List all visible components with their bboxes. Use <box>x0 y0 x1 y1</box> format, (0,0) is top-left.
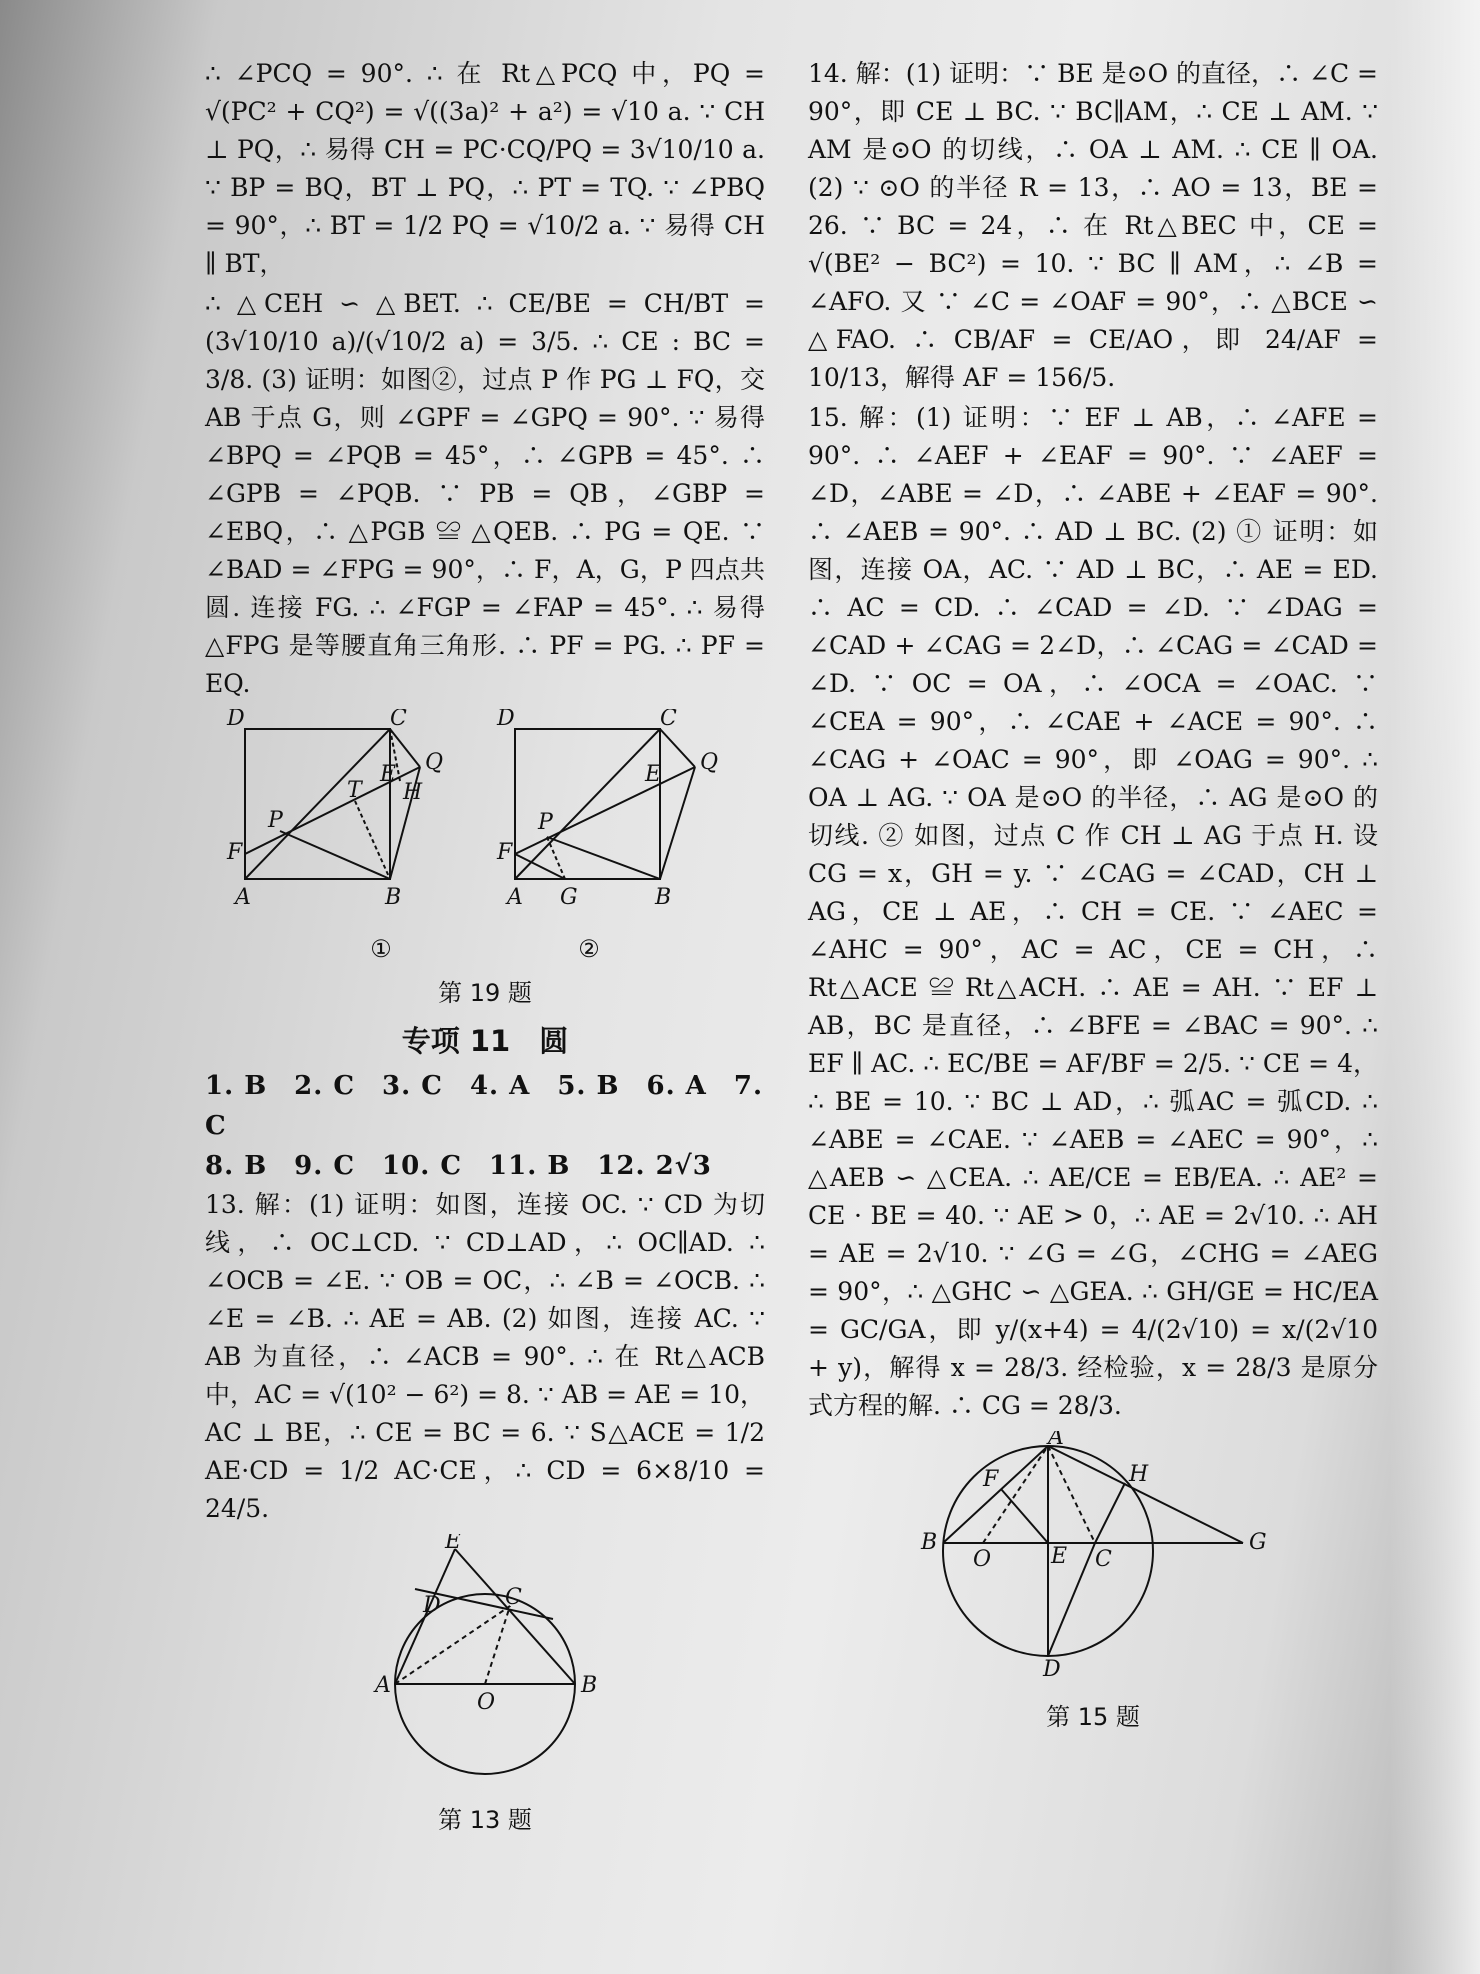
fig15-label: D <box>1043 1657 1061 1681</box>
fig15-label: A <box>1048 1431 1064 1450</box>
fig19a-label: F <box>227 840 243 865</box>
fig13-label: E <box>445 1534 462 1554</box>
figure-19-sub-2 <box>515 729 695 879</box>
right-column <box>808 55 1378 1746</box>
fig19b-label: F <box>497 840 513 865</box>
figure-13 <box>205 1534 765 1795</box>
fig15-label: H <box>1129 1462 1149 1487</box>
answers-row-2: 8. B 9. C 10. C 11. B 12. 2√3 <box>205 1151 712 1181</box>
solution-14: 14. 解：(1) 证明：∵ BE 是⊙O 的直径，∴ ∠C = 90°，即 CE ⊥ BC. ∵ BC∥AM，∴ CE ⊥ AM. ∵ AM 是⊙O 的切线，∴ OA ⊥ AM. ∴ CE ∥ OA. (2) ∵ ⊙O 的半径 R = 13，∴ AO = 13，BE = 26. ∵ BC = 24，∴ 在 Rt△BEC 中，CE = √(BE² − BC²) = 10. ∵ BC ∥ AM，∴ ∠B = ∠AFO. 又 ∵ ∠C = ∠OAF = 90°，∴ △BCE ∽ △FAO. ∴ CB/AF = CE/AO，即 24/AF = 10/13，解得 AF = 156/5. <box>808 59 1378 392</box>
figure-19-sub-1 <box>245 729 420 879</box>
figure-19-caption: 第 19 题 <box>438 979 532 1007</box>
fig19b-label: Q <box>700 750 719 775</box>
fig19a-label: H <box>403 780 423 805</box>
left-column <box>205 55 765 1849</box>
figure-19-diagrams <box>225 709 745 919</box>
fig15-label: E <box>1051 1544 1068 1569</box>
fig19a-label: A <box>235 885 251 910</box>
fig19a-label: Q <box>425 750 444 775</box>
figure-19-sub-caption: ② <box>578 935 600 963</box>
figure-15-caption: 第 15 题 <box>1046 1703 1140 1731</box>
fig13-label: A <box>375 1673 391 1698</box>
fig15-label: B <box>921 1530 938 1555</box>
section-title: 专项 11 圆 <box>401 1024 569 1058</box>
solution-19-continued: ∴ ∠PCQ = 90°. ∴ 在 Rt△PCQ 中，PQ = √(PC² + CQ²) = √((3a)² + a²) = √10 a. ∵ CH ⊥ PQ，∴ 易得 CH = PC·CQ/PQ = 3√10/10 a. ∵ BP = BQ，BT ⊥ PQ，∴ PT = TQ. ∵ ∠PBQ = 90°，∴ BT = 1/2 PQ = √10/2 a. ∵ 易得 CH ∥ BT， <box>205 59 765 278</box>
fig19b-label: E <box>645 762 662 787</box>
fig15-label: F <box>983 1467 999 1492</box>
fig19b-label: B <box>655 885 672 910</box>
figure-15-diagram <box>883 1431 1303 1681</box>
solution-15: 15. 解：(1) 证明：∵ EF ⊥ AB，∴ ∠AFE = 90°. ∴ ∠AEF + ∠EAF = 90°. ∵ ∠AEF = ∠D，∠ABE = ∠D，∴ ∠ABE + ∠EAF = 90°. ∴ ∠AEB = 90°. ∴ AD ⊥ BC. (2) ① 证明：如图，连接 OA，AC. ∵ AD ⊥ BC，∴ AE = ED. ∴ AC = CD. ∴ ∠CAD = ∠D. ∵ ∠DAG = ∠CAD + ∠CAG = 2∠D，∴ ∠CAG = ∠CAD = ∠D. ∵ OC = OA，∴ ∠OCA = ∠OAC. ∵ ∠CEA = 90°，∴ ∠CAE + ∠ACE = 90°. ∴ ∠CAG + ∠OAC = 90°，即 ∠OAG = 90°. ∴ OA ⊥ AG. ∵ OA 是⊙O 的半径，∴ AG 是⊙O 的切线. ② 如图，过点 C 作 CH ⊥ AG 于点 H. 设 CG = x，GH = y. ∵ ∠CAG = ∠CAD，CH ⊥ AG，CE ⊥ AE，∴ CH = CE. ∵ ∠AEC = ∠AHC = 90°，AC = AC，CE = CH，∴ Rt△ACE ≌ Rt△ACH. ∴ AE = AH. ∵ EF ⊥ AB，BC 是直径，∴ ∠BFE = ∠BAC = 90°. ∴ EF ∥ AC. ∴ EC/BE = AF/BF = 2/5. ∵ CE = 4，∴ BE = 10. ∵ BC ⊥ AD，∴ 弧AC = 弧CD. ∴ ∠ABE = ∠CAE. ∵ ∠AEB = ∠AEC = 90°，∴ △AEB ∽ △CEA. ∴ AE/CE = EB/EA. ∴ AE² = CE · BE = 40. ∵ AE > 0，∴ AE = 2√10. ∴ AH = AE = 2√10. ∵ ∠G = ∠G，∠CHG = ∠AEG = 90°，∴ △GHC ∽ △GEA. ∴ GH/GE = HC/EA = GC/GA，即 y/(x+4) = 4/(2√10) = x/(2√10 + y)，解得 x = 28/3. 经检验，x = 28/3 是原分式方程的解. ∴ CG = 28/3. <box>808 403 1378 1420</box>
fig19b-label: P <box>538 810 553 835</box>
page-edge-shadow <box>1390 0 1480 1974</box>
fig19a-label: D <box>227 709 245 731</box>
figure-19 <box>205 709 765 968</box>
fig13-label: D <box>423 1593 441 1618</box>
fig19b-label: D <box>497 709 515 731</box>
solution-13: 13. 解：(1) 证明：如图，连接 OC. ∵ CD 为切线，∴ OC⊥CD. ∵ CD⊥AD，∴ OC∥AD. ∴ ∠OCB = ∠E. ∵ OB = OC，∴ ∠B = ∠OCB. ∴ ∠E = ∠B. ∴ AE = AB. (2) 如图，连接 AC. ∵ AB 为直径，∴ ∠ACB = 90°. ∴ 在 Rt△ACB 中，AC = √(10² − 6²) = 8. ∵ AB = AE = 10，AC ⊥ BE，∴ CE = BC = 6. ∵ S△ACE = 1/2 AE·CD = 1/2 AC·CE，∴ CD = 6×8/10 = 24/5. <box>205 1190 765 1523</box>
fig13-label: O <box>477 1690 496 1715</box>
answers-row-1: 1. B 2. C 3. C 4. A 5. B 6. A 7. C <box>205 1071 763 1141</box>
figure-13-diagram <box>305 1534 665 1784</box>
fig19b-label: G <box>560 885 578 910</box>
figure-19-sub-caption: ① <box>370 935 392 963</box>
fig15-label: O <box>973 1547 992 1572</box>
fig19a-label: P <box>268 808 283 833</box>
fig13-label: C <box>505 1585 522 1610</box>
solution-19-part2: ∴ △CEH ∽ △BET. ∴ CE/BE = CH/BT = (3√10/10 a)/(√10/2 a) = 3/5. ∴ CE : BC = 3/8. (3) 证明：如图②，过点 P 作 PG ⊥ FQ，交 AB 于点 G，则 ∠GPF = ∠GPQ = 90°. ∵ 易得 ∠BPQ = ∠PQB = 45°，∴ ∠GPB = 45°. ∴ ∠GPB = ∠PQB. ∵ PB = QB，∠GBP = ∠EBQ，∴ △PGB ≌ △QEB. ∴ PG = QE. ∵ ∠BAD = ∠FPG = 90°，∴ F，A，G，P 四点共圆. 连接 FG. ∴ ∠FGP = ∠FAP = 45°. ∴ 易得 △FPG 是等腰直角三角形. ∴ PF = PG. ∴ PF = EQ. <box>205 289 765 698</box>
fig19a-label: T <box>347 778 362 803</box>
fig19a-label: B <box>385 885 402 910</box>
fig19a-label: E <box>380 762 397 787</box>
fig19b-label: A <box>507 885 523 910</box>
fig19a-label: C <box>390 709 407 731</box>
fig15-label: G <box>1249 1530 1267 1555</box>
figure-13-caption: 第 13 题 <box>438 1806 532 1834</box>
figure-15 <box>808 1431 1378 1692</box>
fig19b-label: C <box>660 709 677 731</box>
fig13-label: B <box>581 1673 598 1698</box>
fig15-label: C <box>1095 1547 1112 1572</box>
